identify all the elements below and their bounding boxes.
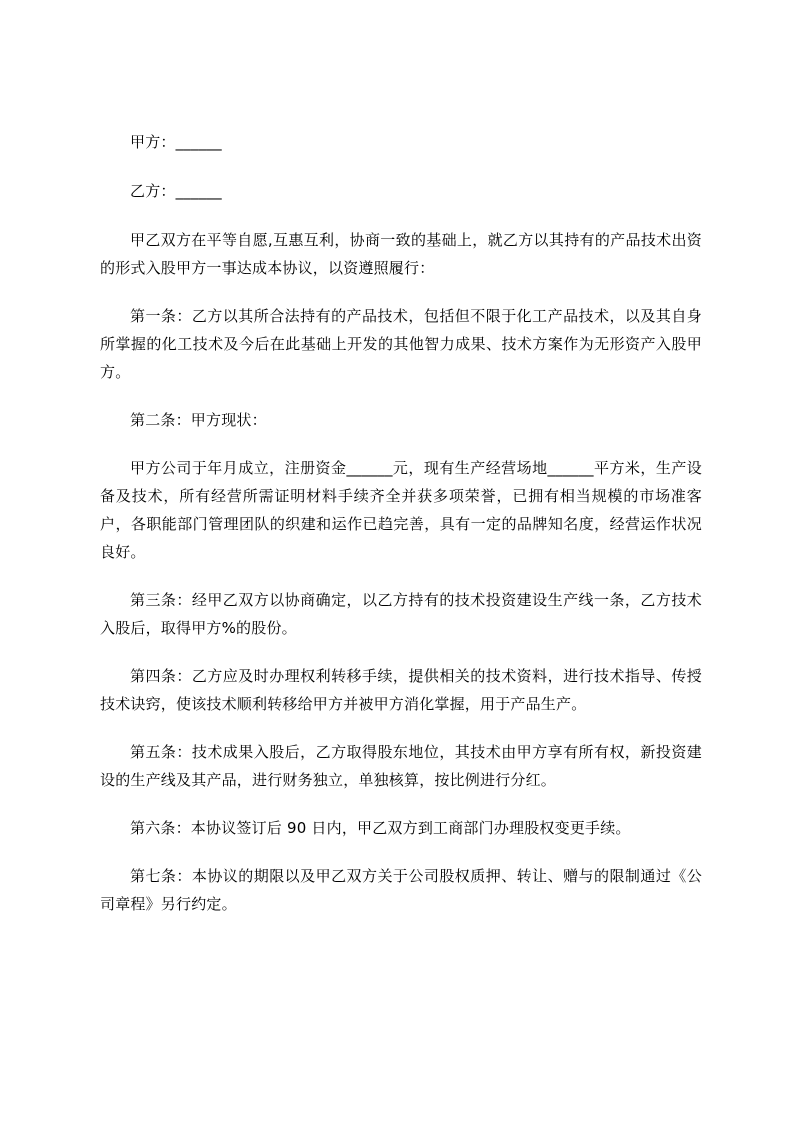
article-5: 第五条：技术成果入股后，乙方取得股东地位，其技术由甲方享有所有权，新投资建设的生产线及其产品，进行财务独立，单独核算，按比例进行分红。 <box>100 743 702 789</box>
party-b-line: 乙方：______ <box>130 182 222 200</box>
article-1: 第一条：乙方以其所合法持有的产品技术，包括但不限于化工产品技术，以及其自身所掌握的化工技术及今后在此基础上开发的其他智力成果、技术方案作为无形资产入股甲方。 <box>100 307 702 381</box>
article-2-heading: 第二条：甲方现状： <box>130 411 267 429</box>
party-a-line: 甲方：______ <box>130 133 222 151</box>
article-6: 第六条：本协议签订后 90 日内，甲乙双方到工商部门办理股权变更手续。 <box>130 819 631 837</box>
article-7: 第七条：本协议的期限以及甲乙双方关于公司股权质押、转让、赠与的限制通过《公司章程》另行约定。 <box>100 867 702 913</box>
article-2-body: 甲方公司于年月成立，注册资金______元，现有生产经营场地______平方米，生产设备及技术，所有经营所需证明材料手续齐全并获多项荣誉，已拥有相当规模的市场准客户，各职能部门管理团队的织建和运作已趋完善，具有一定的品牌知名度，经营运作状况良好。 <box>100 459 702 561</box>
article-4: 第四条：乙方应及时办理权利转移手续，提供相关的技术资料，进行技术指导、传授技术诀窍，使该技术顺利转移给甲方并被甲方消化掌握，用于产品生产。 <box>100 667 702 713</box>
article-3: 第三条：经甲乙双方以协商确定，以乙方持有的技术投资建设生产线一条，乙方技术入股后，取得甲方%的股份。 <box>100 591 702 637</box>
document-body <box>100 128 702 938</box>
intro-paragraph: 甲乙双方在平等自愿,互惠互利，协商一致的基础上，就乙方以其持有的产品技术出资的形式入股甲方一事达成本协议，以资遵照履行： <box>100 231 702 277</box>
